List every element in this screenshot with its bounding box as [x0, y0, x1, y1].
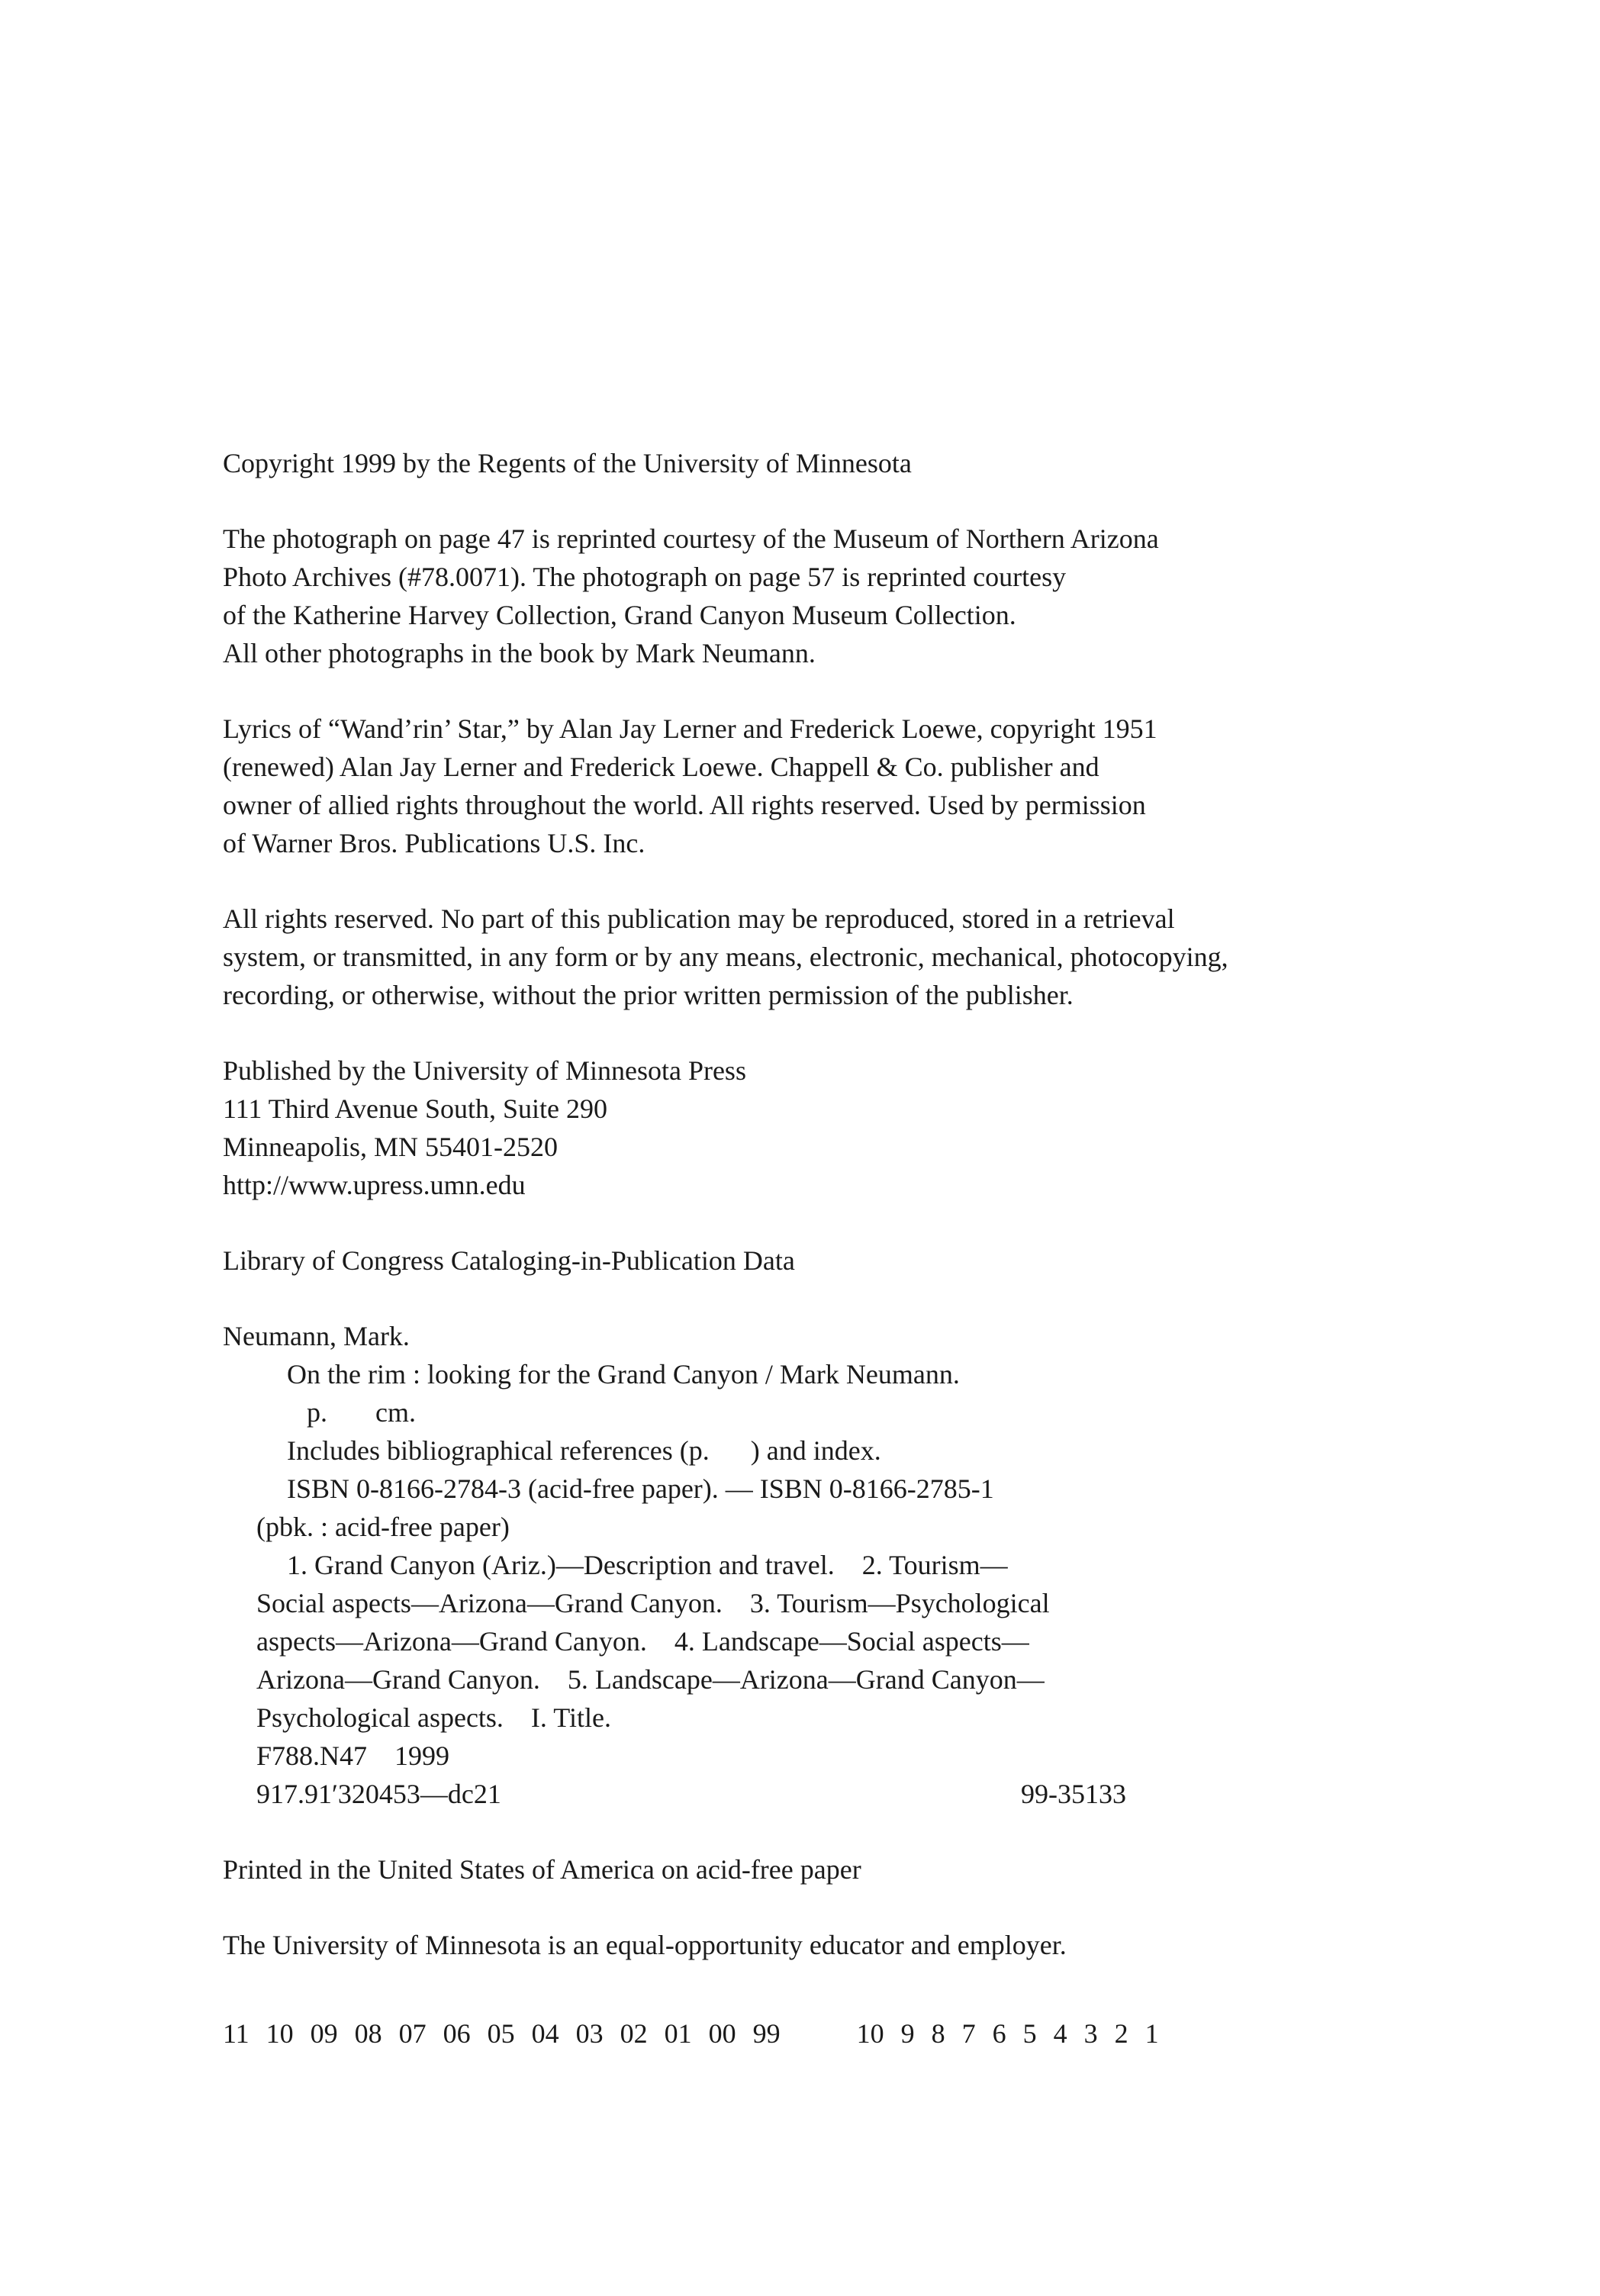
impression-year: 99 [752, 2018, 781, 2049]
cip-author: Neumann, Mark. [223, 1321, 410, 1351]
impression-year: 08 [354, 2018, 382, 2049]
lyrics-credit [223, 710, 1413, 862]
publisher-line: Published by the University of Minnesota Press [223, 1055, 746, 1086]
lyrics-credit-line: (renewed) Alan Jay Lerner and Frederick Loewe. Chappell & Co. publisher and [223, 752, 1099, 782]
lyrics-credit-line: owner of allied rights throughout the world. All rights reserved. Used by permission [223, 790, 1146, 820]
cip-heading-text: Library of Congress Cataloging-in-Publication Data [223, 1245, 795, 1276]
impression-year: 00 [708, 2018, 736, 2049]
photo-credits [223, 520, 1413, 672]
publisher-line: Minneapolis, MN 55401-2520 [223, 1132, 558, 1162]
cip-isbn: ISBN 0-8166-2784-3 (acid-free paper). — ISBN 0-8166-2785-1 [287, 1473, 994, 1504]
lyrics-credit-line: of Warner Bros. Publications U.S. Inc. [223, 828, 645, 858]
cip-subject-line: Arizona—Grand Canyon. 5. Landscape—Arizona—Grand Canyon— [256, 1664, 1045, 1695]
lyrics-credit-line: Lyrics of “Wand’rin’ Star,” by Alan Jay Lerner and Frederick Loewe, copyright 1951 [223, 713, 1157, 744]
impression-number: 6 [992, 2018, 1006, 2049]
impression-years [223, 2014, 781, 2053]
publisher-address [223, 1051, 1413, 1204]
printing-impression-line [223, 2014, 1159, 2053]
photo-credit-line: Photo Archives (#78.0071). The photograph on page 57 is reprinted courtesy [223, 562, 1067, 592]
impression-year: 05 [487, 2018, 515, 2049]
impression-number: 10 [856, 2018, 884, 2049]
photo-credit-line: All other photographs in the book by Mark Neumann. [223, 638, 816, 668]
copyright-page [223, 444, 1413, 1964]
cip-title: On the rim : looking for the Grand Canyon / Mark Neumann. [287, 1359, 960, 1390]
publisher-url: http://www.upress.umn.edu [223, 1170, 526, 1200]
printed-text: Printed in the United States of America on acid-free paper [223, 1854, 861, 1885]
impression-year: 10 [266, 2018, 294, 2049]
photo-credit-line: of the Katherine Harvey Collection, Grand Canyon Museum Collection. [223, 600, 1016, 630]
rights-line: All rights reserved. No part of this publication may be reproduced, stored in a retrieval [223, 903, 1175, 934]
impression-number: 1 [1144, 2018, 1159, 2049]
impression-number: 9 [900, 2018, 915, 2049]
cip-record [223, 1317, 1413, 1813]
rights-notice [223, 900, 1413, 1014]
impression-number: 5 [1022, 2018, 1037, 2049]
copyright-text: Copyright 1999 by the Regents of the University of Minnesota [223, 448, 912, 478]
cip-isbn-cont: (pbk. : acid-free paper) [256, 1512, 510, 1542]
rights-line: system, or transmitted, in any form or by any means, electronic, mechanical, photocopying, [223, 942, 1228, 972]
cip-subject-line: Psychological aspects. I. Title. [256, 1702, 611, 1733]
impression-number: 8 [931, 2018, 945, 2049]
cip-bibliography: Includes bibliographical references (p. ) and index. [287, 1435, 881, 1466]
impression-year: 03 [575, 2018, 604, 2049]
cip-subject-line: aspects—Arizona—Grand Canyon. 4. Landscape—Social aspects— [256, 1626, 1029, 1657]
cip-dewey: 917.91′320453—dc21 [256, 1779, 501, 1809]
copyright-line [223, 444, 1413, 482]
cip-lc-class: F788.N47 1999 [256, 1741, 450, 1771]
impression-number: 3 [1083, 2018, 1098, 2049]
equal-opportunity-notice [223, 1926, 1413, 1964]
equal-opportunity-text: The University of Minnesota is an equal-opportunity educator and employer. [223, 1930, 1067, 1960]
photo-credit-line: The photograph on page 47 is reprinted courtesy of the Museum of Northern Arizona [223, 523, 1159, 554]
impression-year: 09 [310, 2018, 338, 2049]
cip-lccn: 99-35133 [1021, 1779, 1126, 1809]
impression-year: 02 [620, 2018, 648, 2049]
impression-year: 01 [664, 2018, 692, 2049]
impression-number: 7 [961, 2018, 976, 2049]
cip-subject-line: 1. Grand Canyon (Ariz.)—Description and travel. 2. Tourism— [287, 1550, 1008, 1580]
cip-dewey-row [223, 1775, 1126, 1813]
impression-year: 06 [443, 2018, 471, 2049]
printed-notice [223, 1850, 1413, 1889]
cip-heading [223, 1241, 1413, 1280]
impression-number: 4 [1053, 2018, 1067, 2049]
publisher-line: 111 Third Avenue South, Suite 290 [223, 1093, 607, 1124]
impression-numbers [857, 2014, 1159, 2053]
rights-line: recording, or otherwise, without the prior written permission of the publisher. [223, 980, 1074, 1010]
impression-number: 2 [1114, 2018, 1128, 2049]
cip-subject-line: Social aspects—Arizona—Grand Canyon. 3. Tourism—Psychological [256, 1588, 1050, 1618]
impression-year: 04 [531, 2018, 559, 2049]
impression-year: 11 [223, 2018, 249, 2049]
impression-year: 07 [398, 2018, 427, 2049]
cip-physical: p. cm. [307, 1397, 416, 1428]
